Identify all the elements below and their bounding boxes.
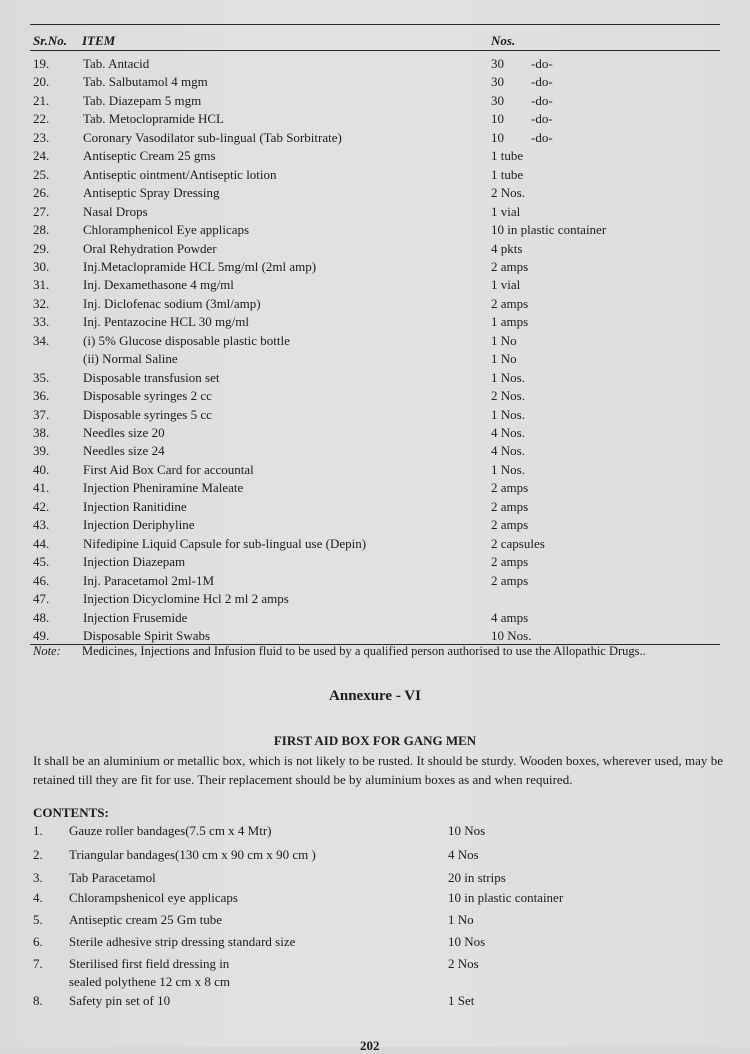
header-rule <box>30 50 720 51</box>
row-quantity: 2 amps <box>491 498 529 514</box>
row-item: Tab. Metoclopramide HCL <box>83 111 224 127</box>
item-quantity: 1 No <box>448 912 474 927</box>
row-number: 48. <box>33 609 50 625</box>
row-number: 31. <box>33 277 50 293</box>
item-number: 1. <box>33 823 43 838</box>
row-quantity: 4 Nos. <box>491 443 525 459</box>
row-quantity: 30 <box>491 74 504 90</box>
row-item: Tab. Salbutamol 4 mgm <box>83 74 208 90</box>
row-quantity: 1 vial <box>491 203 521 219</box>
item-number: 8. <box>33 993 43 1008</box>
row-quantity: 1 amps <box>491 314 529 330</box>
item-quantity: 2 Nos <box>448 956 479 971</box>
row-item: Disposable Spirit Swabs <box>83 627 211 643</box>
row-item: Nifedipine Liquid Capsule for sub-lingual use (Depin) <box>83 535 367 551</box>
row-quantity: 2 amps <box>491 480 529 496</box>
row-quantity: 2 amps <box>491 554 529 570</box>
item-name: Sterile adhesive strip dressing standard size <box>69 934 296 949</box>
row-quantity: 2 amps <box>491 517 529 533</box>
row-number: 25. <box>33 166 50 182</box>
row-item: Inj. Dexamethasone 4 mg/ml <box>83 277 234 293</box>
row-quantity: 2 Nos. <box>491 185 525 201</box>
row-number: 43. <box>33 517 50 533</box>
row-quantity: 30 <box>491 56 504 71</box>
row-item: (i) 5% Glucose disposable plastic bottle <box>83 332 290 348</box>
note-label: Note: <box>33 644 61 658</box>
row-number: 39. <box>33 443 50 459</box>
item-name-continued: sealed polythene 12 cm x 8 cm <box>69 974 231 989</box>
row-item: First Aid Box Card for accountal <box>83 461 254 477</box>
note <box>33 644 646 659</box>
row-quantity: 1 Nos. <box>491 406 525 422</box>
section-title: FIRST AID BOX FOR GANG MEN <box>273 733 477 748</box>
item-number: 2. <box>33 847 43 862</box>
item-quantity: 10 Nos <box>448 934 486 949</box>
item-quantity: 4 Nos <box>448 847 479 862</box>
row-item: Disposable transfusion set <box>83 369 220 385</box>
item-name: Tab Paracetamol <box>69 870 156 885</box>
row-item: Injection Diazepam <box>83 554 186 570</box>
row-item: Tab. Diazepam 5 mgm <box>83 92 202 108</box>
item-quantity: 10 in plastic container <box>448 890 564 905</box>
row-ditto: -do- <box>531 129 553 145</box>
row-quantity: 1 No <box>491 332 517 348</box>
row-item: Injection Frusemide <box>83 609 188 625</box>
row-quantity: 4 pkts <box>491 240 523 256</box>
item-name: Antiseptic cream 25 Gm tube <box>69 912 223 927</box>
item-quantity: 20 in strips <box>448 870 506 885</box>
row-number: 47. <box>33 591 50 607</box>
row-item: Injection Dicyclomine Hcl 2 ml 2 amps <box>83 591 289 607</box>
row-quantity: 1 Nos. <box>491 461 525 477</box>
row-quantity: 2 capsules <box>491 535 545 551</box>
row-item: Injection Pheniramine Maleate <box>83 480 244 496</box>
row-ditto: -do- <box>531 111 553 127</box>
row-item: Disposable syringes 2 cc <box>83 388 212 404</box>
item-number: 7. <box>33 956 43 971</box>
top-rule <box>30 24 720 25</box>
item-name: Gauze roller bandages(7.5 cm x 4 Mtr) <box>69 823 272 838</box>
row-item: Needles size 20 <box>83 425 165 440</box>
row-number: 42. <box>33 498 50 514</box>
item-quantity: 10 Nos <box>448 823 486 838</box>
row-quantity: 2 amps <box>491 295 529 311</box>
row-item: (ii) Normal Saline <box>83 351 178 367</box>
row-number: 27. <box>33 203 50 219</box>
row-ditto: -do- <box>531 74 553 90</box>
row-quantity: 1 tube <box>491 166 524 182</box>
item-name: Safety pin set of 10 <box>69 993 171 1008</box>
row-number: 32. <box>33 295 50 311</box>
row-item: Disposable syringes 5 cc <box>83 406 212 422</box>
intro-paragraph: It shall be an aluminium or metallic box, which is not likely to be rusted. It should be sturdy. Wooden boxes, wherever used, may be retained till they are fit for use. Their replacement should be by aluminium boxes as and when required. <box>33 753 723 787</box>
row-quantity: 4 Nos. <box>491 425 525 440</box>
row-ditto: -do- <box>531 56 553 71</box>
row-number: 36. <box>33 388 50 404</box>
item-number: 5. <box>33 912 43 927</box>
row-item: Antiseptic Spray Dressing <box>83 185 220 201</box>
item-name: Triangular bandages(130 cm x 90 cm x 90 cm ) <box>69 847 316 862</box>
row-number: 33. <box>33 314 50 330</box>
row-item: Needles size 24 <box>83 443 165 459</box>
row-number: 24. <box>33 148 50 164</box>
row-quantity: 10 Nos. <box>491 627 532 643</box>
row-item: Inj. Diclofenac sodium (3ml/amp) <box>83 295 261 311</box>
row-quantity: 1 vial <box>491 277 521 293</box>
annexure-heading: Annexure - VI <box>329 688 421 704</box>
page-number: 202 <box>360 1038 380 1053</box>
row-item: Nasal Drops <box>83 203 148 219</box>
row-quantity: 2 amps <box>491 258 529 274</box>
row-number: 45. <box>33 554 50 570</box>
row-number: 37. <box>33 406 50 422</box>
row-item: Chloramphenicol Eye applicaps <box>83 222 250 238</box>
row-ditto: -do- <box>531 92 553 108</box>
row-number: 19. <box>33 56 50 71</box>
row-number: 40. <box>33 461 50 477</box>
row-item: Antiseptic ointment/Antiseptic lotion <box>83 166 277 182</box>
row-item: Tab. Antacid <box>83 56 150 71</box>
row-item: Injection Ranitidine <box>83 498 187 514</box>
row-item: Coronary Vasodilator sub-lingual (Tab Sorbitrate) <box>83 129 342 145</box>
row-number: 28. <box>33 222 50 238</box>
row-quantity: 2 amps <box>491 572 529 588</box>
row-number: 30. <box>33 258 50 274</box>
row-quantity: 10 <box>491 111 504 127</box>
row-item: Antiseptic Cream 25 gms <box>83 148 216 164</box>
row-quantity: 30 <box>491 92 504 108</box>
row-item: Inj.Metaclopramide HCL 5mg/ml (2ml amp) <box>83 258 317 274</box>
item-number: 6. <box>33 934 43 949</box>
row-number: 26. <box>33 185 50 201</box>
item-number: 3. <box>33 870 43 885</box>
row-quantity: 1 Nos. <box>491 369 525 385</box>
header-item: ITEM <box>82 33 116 48</box>
header-qty: Nos. <box>491 33 516 48</box>
row-quantity: 1 No <box>491 351 517 367</box>
contents-label: CONTENTS: <box>33 805 109 820</box>
row-number: 22. <box>33 111 50 127</box>
row-item: Oral Rehydration Powder <box>83 240 217 256</box>
row-number: 20. <box>33 74 50 90</box>
row-number: 35. <box>33 369 50 385</box>
row-number: 46. <box>33 572 50 588</box>
item-quantity: 1 Set <box>448 993 475 1008</box>
row-number: 29. <box>33 240 50 256</box>
header-srno: Sr.No. <box>33 33 67 48</box>
row-number: 23. <box>33 129 50 145</box>
row-quantity: 2 Nos. <box>491 388 525 404</box>
row-quantity: 1 tube <box>491 148 524 164</box>
row-item: Injection Deriphyline <box>83 517 195 533</box>
note-text: Medicines, Injections and Infusion fluid to be used by a qualified person authorised to use the Allopathic Drugs.. <box>82 644 646 658</box>
row-number: 34. <box>33 332 50 348</box>
row-number: 49. <box>33 627 50 643</box>
row-number: 38. <box>33 425 50 440</box>
row-quantity: 10 in plastic container <box>491 222 607 238</box>
row-quantity: 10 <box>491 129 504 145</box>
row-item: Inj. Pentazocine HCL 30 mg/ml <box>83 314 249 330</box>
item-name: Chlorampshenicol eye applicaps <box>69 890 238 905</box>
row-number: 21. <box>33 92 50 108</box>
row-number: 44. <box>33 535 50 551</box>
row-number: 41. <box>33 480 50 496</box>
item-name: Sterilised first field dressing in <box>69 956 230 971</box>
row-quantity: 4 amps <box>491 609 529 625</box>
item-number: 4. <box>33 890 43 905</box>
row-item: Inj. Paracetamol 2ml-1M <box>83 572 215 588</box>
